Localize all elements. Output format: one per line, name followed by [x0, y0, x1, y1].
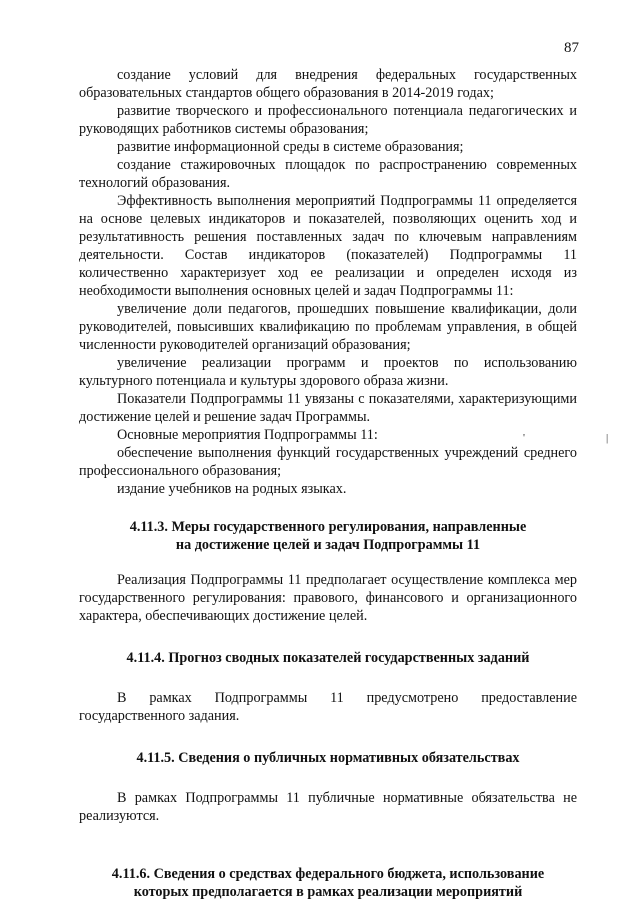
paragraph: В рамках Подпрограммы 11 предусмотрено предоставление государственного задания. — [79, 690, 577, 724]
page-number: 87 — [564, 40, 579, 56]
heading-line: на достижение целей и задач Подпрограммы 11 — [175, 537, 481, 553]
paragraph: В рамках Подпрограммы 11 публичные нормативные обязательства не реализуются. — [79, 790, 577, 824]
paragraph: увеличение доли педагогов, прошедших повышение квалификации, доли руководителей, повысивших квалификацию по проблемам управления, в общей численности руководителей организаций образования; — [79, 301, 577, 353]
paragraph: создание условий для внедрения федеральных государственных образовательных стандартов общего образования в 2014-2019 годах; — [79, 67, 577, 101]
section-heading-4-11-5: 4.11.5. Сведения о публичных нормативных обязательствах — [136, 750, 520, 766]
paragraph: развитие творческого и профессионального потенциала педагогических и руководящих работников системы образования; — [79, 103, 577, 137]
paragraph: создание стажировочных площадок по распространению современных технологий образования. — [79, 157, 577, 191]
document-body — [79, 66, 577, 901]
section-heading-4-11-3 — [79, 518, 577, 554]
scan-artifact-mark: | — [606, 432, 609, 444]
scan-artifact-mark: ' — [523, 432, 525, 444]
paragraph: развитие информационной среды в системе образования; — [117, 139, 464, 155]
paragraph: Реализация Подпрограммы 11 предполагает осуществление комплекса мер государственного регулирования: правового, финансового и организационного характера, обеспечивающих достижение целей. — [79, 572, 577, 624]
paragraph: Основные мероприятия Подпрограммы 11: — [117, 427, 378, 443]
heading-line: 4.11.3. Меры государственного регулирования, направленные — [129, 519, 527, 535]
paragraph: Показатели Подпрограммы 11 увязаны с показателями, характеризующими достижение целей и решение задач Программы. — [79, 391, 577, 425]
paragraph: увеличение реализации программ и проектов по использованию культурного потенциала и культуры здорового образа жизни. — [79, 355, 577, 389]
section-heading-4-11-6 — [79, 865, 577, 901]
heading-line: 4.11.6. Сведения о средствах федерального бюджета, использование — [111, 866, 545, 882]
paragraph: издание учебников на родных языках. — [117, 481, 347, 497]
paragraph: Эффективность выполнения мероприятий Подпрограммы 11 определяется на основе целевых индикаторов и показателей, позволяющих оценить ход и результативность решения поставленных задач по ключевым направлениям деятельности. Состав индикаторов (показателей) Подпрограммы 11 количественно характеризует ход ее реализации и определен исходя из необходимости выполнения основных целей и задач Подпрограммы 11: — [79, 193, 577, 299]
heading-line: которых предполагается в рамках реализации мероприятий — [133, 884, 523, 900]
section-heading-4-11-4: 4.11.4. Прогноз сводных показателей государственных заданий — [126, 650, 530, 666]
paragraph: обеспечение выполнения функций государственных учреждений среднего профессионального образования; — [79, 445, 577, 479]
